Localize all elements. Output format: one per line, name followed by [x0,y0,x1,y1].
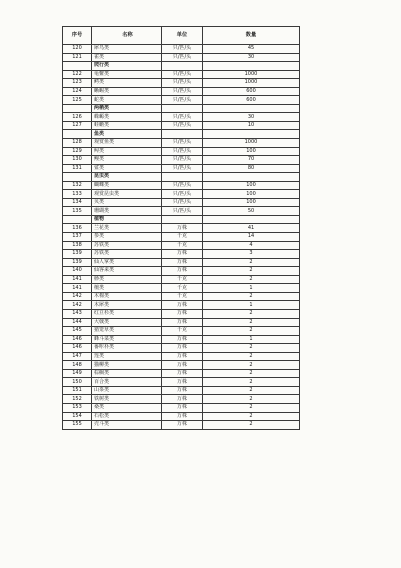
row-qty: 2 [203,412,300,421]
row-unit: 万株 [162,301,203,310]
row-unit: 千克 [162,241,203,250]
row-seq: 141 [63,275,92,284]
row-seq: 134 [63,198,92,207]
row-name: 昆虫类 [92,173,162,182]
row-unit: 只/匹/头 [162,190,203,199]
row-seq: 142 [63,292,92,301]
row-name: 贝类 [92,198,162,207]
row-unit: 万株 [162,352,203,361]
row-seq [63,130,92,139]
row-unit: 万株 [162,412,203,421]
row-name: 鲨类 [92,164,162,173]
row-qty: 2 [203,421,300,430]
row-unit: 千克 [162,275,203,284]
row-qty: 2 [203,361,300,370]
row-unit: 只/匹/头 [162,79,203,88]
row-name: 檀类 [92,284,162,293]
table-row [63,301,300,310]
table-row [63,156,300,165]
row-name: 棕榈类 [92,369,162,378]
table-row [63,164,300,173]
header-unit: 单位 [162,27,203,45]
row-qty: 2 [203,378,300,387]
row-seq: 149 [63,369,92,378]
row-unit: 万株 [162,403,203,412]
row-qty: 2 [203,395,300,404]
row-seq: 148 [63,361,92,370]
row-name: 山茶类 [92,386,162,395]
row-unit: 万株 [162,386,203,395]
row-qty: 100 [203,147,300,156]
row-name: 石松类 [92,412,162,421]
row-name: 观赏鱼类 [92,139,162,148]
row-seq [63,215,92,224]
row-seq: 122 [63,70,92,79]
row-qty: 2 [203,292,300,301]
table-row [63,79,300,88]
row-unit: 只/匹/头 [162,113,203,122]
row-qty: 100 [203,181,300,190]
row-qty: 1000 [203,139,300,148]
table-row [63,352,300,361]
row-name: 鳄类 [92,79,162,88]
row-qty: 4 [203,241,300,250]
row-seq: 131 [63,164,92,173]
row-name: 珊瑚类 [92,207,162,216]
row-qty: 1000 [203,79,300,88]
row-unit: 只/匹/头 [162,96,203,105]
row-qty: 1 [203,284,300,293]
row-qty: 1000 [203,70,300,79]
row-seq: 155 [63,421,92,430]
row-qty: 70 [203,156,300,165]
header-seq: 序号 [63,27,92,45]
header-name: 名称 [92,27,162,45]
row-qty: 41 [203,224,300,233]
row-qty: 2 [203,275,300,284]
row-qty: 1 [203,335,300,344]
table-row [63,62,300,71]
row-name: 雀类 [92,53,162,62]
row-qty: 2 [203,318,300,327]
row-unit [162,173,203,182]
row-unit: 千克 [162,233,203,242]
row-qty: 2 [203,258,300,267]
row-seq: 133 [63,190,92,199]
row-name: 木犀类 [92,301,162,310]
row-name: 大戟类 [92,318,162,327]
table-row [63,130,300,139]
row-name: 鱼类 [92,130,162,139]
row-unit [162,215,203,224]
row-unit: 只/匹/头 [162,164,203,173]
table-row [63,250,300,259]
row-unit: 千克 [162,284,203,293]
row-unit: 万株 [162,224,203,233]
row-unit: 万株 [162,369,203,378]
table-row [63,113,300,122]
row-unit: 万株 [162,361,203,370]
table-row [63,369,300,378]
table-row [63,344,300,353]
row-name: 两栖类 [92,104,162,113]
row-seq: 120 [63,45,92,54]
table-row [63,45,300,54]
row-name: 百合类 [92,378,162,387]
row-unit: 只/匹/头 [162,207,203,216]
row-seq: 143 [63,309,92,318]
row-seq: 139 [63,250,92,259]
row-name: 鳗类 [92,156,162,165]
table-row [63,53,300,62]
row-seq: 128 [63,139,92,148]
row-seq: 124 [63,87,92,96]
inventory-table [62,26,300,430]
row-qty: 2 [203,369,300,378]
row-seq: 125 [63,96,92,105]
table-row [63,258,300,267]
row-unit: 万株 [162,318,203,327]
row-qty [203,62,300,71]
row-qty: 2 [203,386,300,395]
row-seq: 132 [63,181,92,190]
row-name: 桫类 [92,275,162,284]
table-row [63,139,300,148]
row-unit: 只/匹/头 [162,181,203,190]
row-name: 兰花类 [92,224,162,233]
row-unit: 只/匹/头 [162,87,203,96]
table-row [63,421,300,430]
table-row [63,121,300,130]
row-qty: 50 [203,207,300,216]
table-row [63,70,300,79]
row-unit: 只/匹/头 [162,198,203,207]
row-seq [63,104,92,113]
table-row [63,327,300,336]
table-row [63,241,300,250]
row-unit [162,104,203,113]
row-unit: 万株 [162,335,203,344]
table-row [63,96,300,105]
row-seq: 153 [63,403,92,412]
row-qty: 30 [203,53,300,62]
table-row [63,147,300,156]
row-qty: 100 [203,198,300,207]
row-seq: 151 [63,386,92,395]
table-row [63,224,300,233]
row-name: 壳斗类 [92,421,162,430]
row-seq: 129 [63,147,92,156]
table-row [63,361,300,370]
row-name: 参类 [92,233,162,242]
row-qty: 2 [203,309,300,318]
row-qty: 3 [203,250,300,259]
row-name: 蜂斗菜类 [92,335,162,344]
row-name: 蝴蝶类 [92,181,162,190]
row-seq: 147 [63,352,92,361]
row-name: 鲟类 [92,147,162,156]
table-row [63,318,300,327]
row-qty: 600 [203,87,300,96]
row-unit: 只/匹/头 [162,70,203,79]
row-unit: 只/匹/头 [162,139,203,148]
row-unit: 只/匹/头 [162,147,203,156]
row-name: 苏铁类 [92,250,162,259]
row-name: 犀鸟类 [92,45,162,54]
row-qty: 45 [203,45,300,54]
header-row [63,27,300,45]
row-name: 莲类 [92,352,162,361]
table-row [63,412,300,421]
row-seq: 137 [63,233,92,242]
row-qty: 100 [203,190,300,199]
row-seq: 144 [63,318,92,327]
row-qty: 30 [203,113,300,122]
table-header [63,27,300,45]
row-unit: 万株 [162,395,203,404]
row-qty: 14 [203,233,300,242]
table-row [63,378,300,387]
row-unit: 只/匹/头 [162,121,203,130]
row-qty [203,173,300,182]
row-name: 蜥蜴类 [92,87,162,96]
table-row [63,395,300,404]
row-qty: 1 [203,301,300,310]
table-row [63,233,300,242]
row-qty: 2 [203,344,300,353]
row-name: 爬行类 [92,62,162,71]
row-name: 仙客来类 [92,267,162,276]
row-qty: 80 [203,164,300,173]
row-seq [63,173,92,182]
row-qty: 2 [203,327,300,336]
row-seq: 135 [63,207,92,216]
table-row [63,173,300,182]
row-name: 仙人掌类 [92,258,162,267]
row-unit: 万株 [162,258,203,267]
row-name: 猫柳类 [92,361,162,370]
table-row [63,198,300,207]
row-name: 蛇类 [92,96,162,105]
row-unit: 只/匹/头 [162,53,203,62]
table-row [63,292,300,301]
table-row [63,181,300,190]
table-body [63,45,300,430]
row-unit: 千克 [162,292,203,301]
row-seq: 126 [63,113,92,122]
row-seq: 141 [63,284,92,293]
row-name: 植物 [92,215,162,224]
row-seq: 154 [63,412,92,421]
row-qty [203,215,300,224]
row-seq: 152 [63,395,92,404]
row-unit [162,130,203,139]
table-row [63,87,300,96]
row-seq: 140 [63,267,92,276]
row-seq: 146 [63,344,92,353]
row-name: 红豆杉类 [92,309,162,318]
table-row [63,207,300,216]
table-row [63,403,300,412]
row-name: 观赏昆虫类 [92,190,162,199]
table-row [63,190,300,199]
row-qty: 2 [203,403,300,412]
row-name: 猪笼草类 [92,327,162,336]
row-name: 龟鳖类 [92,70,162,79]
table-row [63,215,300,224]
row-seq: 139 [63,258,92,267]
table-row [63,104,300,113]
table-row [63,335,300,344]
row-seq: 145 [63,327,92,336]
row-unit: 只/匹/头 [162,45,203,54]
row-unit: 只/匹/头 [162,156,203,165]
table-row [63,275,300,284]
row-name: 蛙蟾类 [92,121,162,130]
row-seq: 150 [63,378,92,387]
row-unit: 万株 [162,309,203,318]
row-unit: 万株 [162,267,203,276]
table-row [63,284,300,293]
row-qty [203,130,300,139]
row-seq: 127 [63,121,92,130]
row-name: 蝾螈类 [92,113,162,122]
row-qty [203,104,300,113]
row-seq: 146 [63,335,92,344]
row-unit: 万株 [162,421,203,430]
table-row [63,386,300,395]
row-unit: 万株 [162,344,203,353]
row-unit: 万株 [162,250,203,259]
row-seq [63,62,92,71]
row-name: 木棉类 [92,292,162,301]
row-seq: 121 [63,53,92,62]
row-name: 铁树类 [92,395,162,404]
table-row [63,309,300,318]
row-seq: 136 [63,224,92,233]
table-row [63,267,300,276]
header-qty: 数量 [203,27,300,45]
row-seq: 123 [63,79,92,88]
row-unit [162,62,203,71]
row-qty: 2 [203,267,300,276]
row-seq: 142 [63,301,92,310]
row-seq: 138 [63,241,92,250]
row-unit: 千克 [162,327,203,336]
row-qty: 2 [203,352,300,361]
row-qty: 10 [203,121,300,130]
row-name: 苏铁类 [92,241,162,250]
row-unit: 万株 [162,378,203,387]
row-name: 桑类 [92,403,162,412]
row-qty: 600 [203,96,300,105]
row-seq: 130 [63,156,92,165]
row-name: 番咔朴类 [92,344,162,353]
